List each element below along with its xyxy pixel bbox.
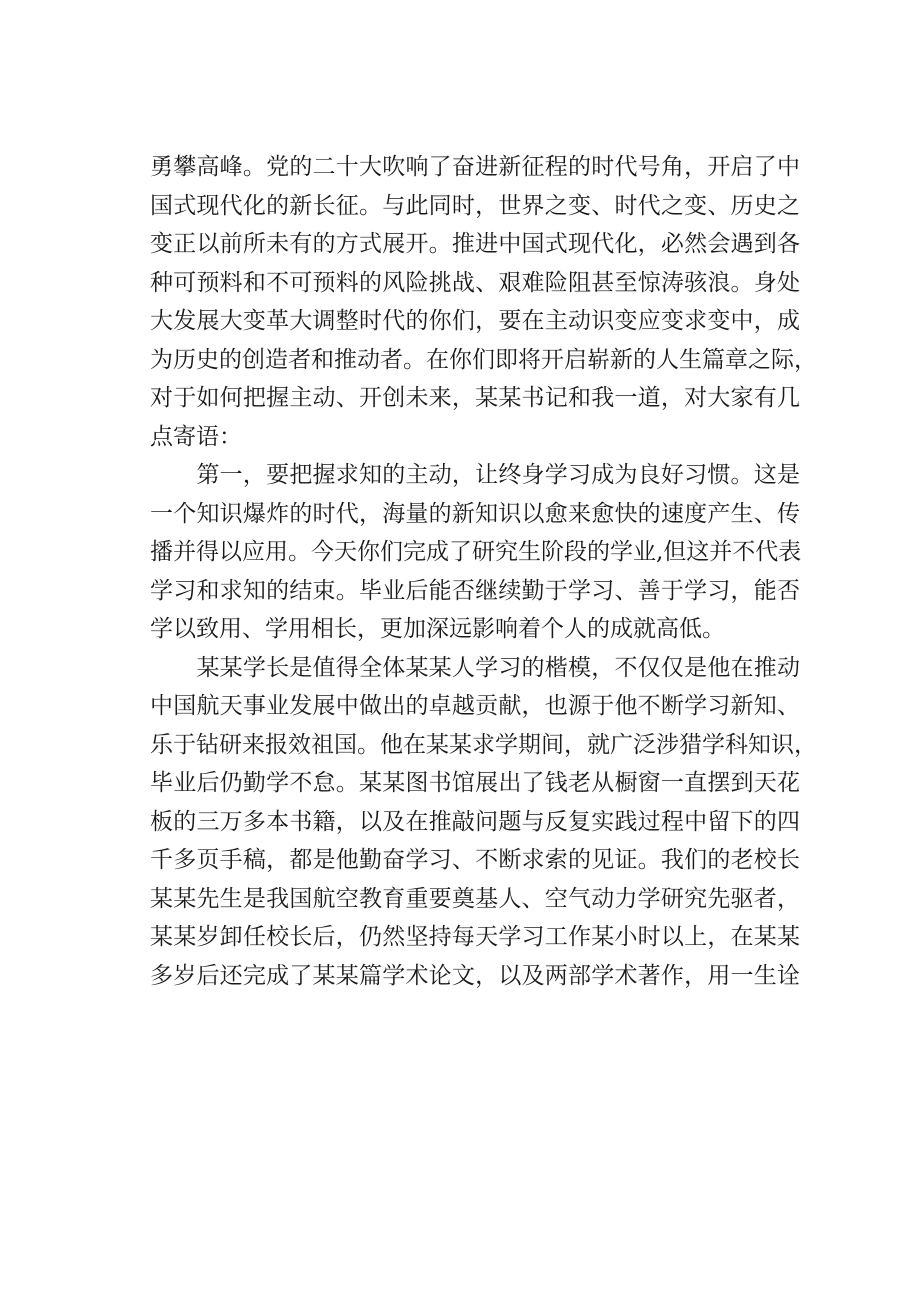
text-line: 勇攀高峰。党的二十大吹响了奋进新征程的时代号角，开启了中	[150, 154, 800, 180]
text-line: 变正以前所未有的方式展开。推进中国式现代化，必然会遇到各	[150, 231, 800, 257]
text-line: 对于如何把握主动、开创未来，某某书记和我一道，对大家有几	[150, 385, 800, 411]
text-line: 学习和求知的结束。毕业后能否继续勤于学习、善于学习，能否	[150, 577, 800, 604]
body-text	[150, 148, 817, 995]
text-line: 点寄语：	[150, 423, 242, 450]
text-line: 某某岁卸任校长后，仍然坚持每天学习工作某小时以上，在某某	[150, 924, 800, 950]
text-line: 毕业后仍勤学不怠。某某图书馆展出了钱老从橱窗一直摆到天花	[150, 770, 800, 796]
text-line: 种可预料和不可预料的风险挑战、艰难险阻甚至惊涛骇浪。身处	[150, 269, 800, 296]
text-line: 中国航天事业发展中做出的卓越贡献，也源于他不断学习新知、	[150, 693, 800, 719]
paragraph-first-line: 第一，要把握求知的主动，让终身学习成为良好习惯。这是	[150, 462, 800, 488]
text-line: 乐于钻研来报效祖国。他在某某求学期间，就广泛涉猎学科知识，	[150, 731, 817, 758]
text-line: 一个知识爆炸的时代，海量的新知识以愈来愈快的速度产生、传	[150, 500, 800, 527]
paragraph-first-line: 某某学长是值得全体某某人学习的楷模，不仅仅是他在推动	[150, 654, 800, 681]
text-line: 多岁后还完成了某某篇学术论文，以及两部学术著作，用一生诠	[150, 962, 800, 989]
text-line: 千多页手稿，都是他勤奋学习、不断求索的见证。我们的老校长	[150, 847, 800, 873]
text-line: 为历史的创造者和推动者。在你们即将开启崭新的人生篇章之际，	[150, 346, 817, 373]
text-line: 某某先生是我国航空教育重要奠基人、空气动力学研究先驱者，	[150, 885, 800, 912]
text-line: 板的三万多本书籍，以及在推敲问题与反复实践过程中留下的四	[150, 808, 800, 835]
text-line: 播并得以应用。今天你们完成了研究生阶段的学业,但这并不代表	[150, 539, 802, 565]
text-line: 国式现代化的新长征。与此同时，世界之变、时代之变、历史之	[150, 192, 800, 219]
text-line: 大发展大变革大调整时代的你们，要在主动识变应变求变中，成	[150, 308, 800, 334]
text-line: 学以致用、学用相长，更加深远影响着个人的成就高低。	[150, 616, 725, 642]
